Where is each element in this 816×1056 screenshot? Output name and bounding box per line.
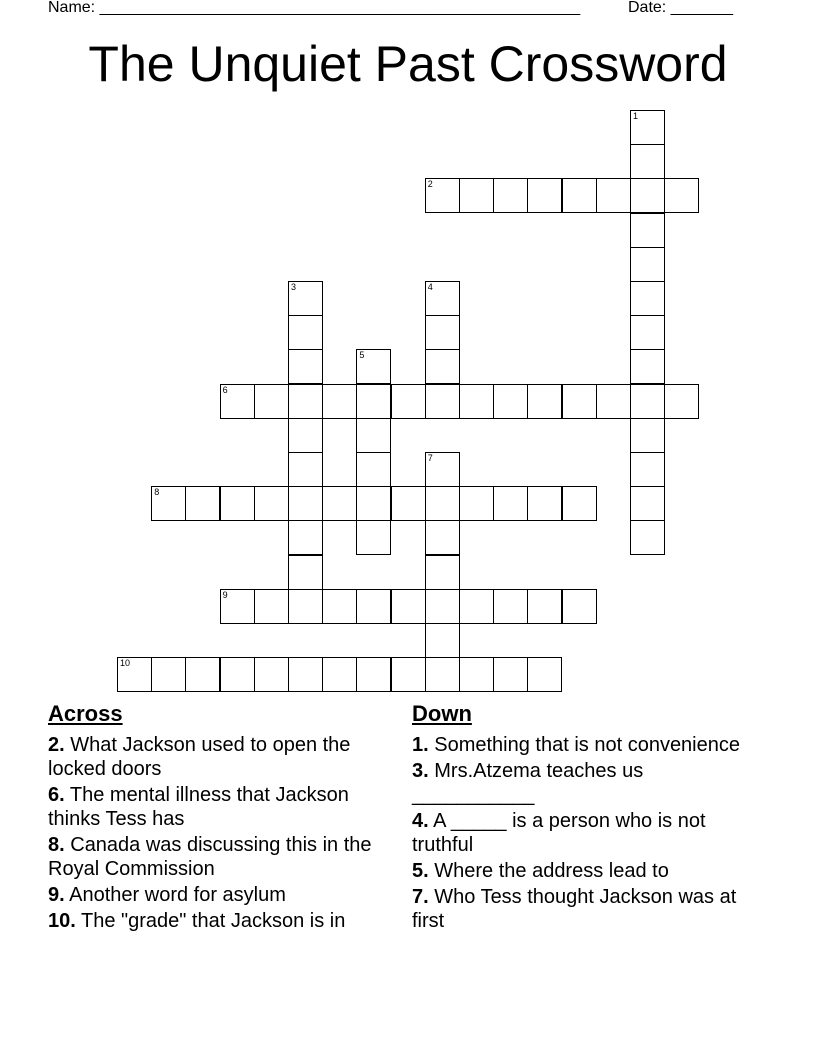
grid-cell[interactable]: [151, 657, 186, 692]
grid-cell[interactable]: [288, 657, 323, 692]
clue-text: Something that is not convenience: [428, 734, 740, 756]
grid-cell[interactable]: [391, 384, 426, 419]
grid-cell[interactable]: [425, 520, 460, 555]
grid-cell[interactable]: [425, 349, 460, 384]
clue-number-label: 2: [427, 179, 433, 190]
grid-cell[interactable]: [562, 178, 597, 213]
grid-cell[interactable]: [630, 213, 665, 248]
grid-cell[interactable]: [356, 589, 391, 624]
clue-text: Canada was discussing this in the Royal Commission: [48, 834, 372, 880]
grid-cell[interactable]: [356, 418, 391, 453]
clue-number-label: 9: [222, 589, 228, 600]
grid-cell[interactable]: [596, 384, 631, 419]
clue-down-7: [412, 885, 752, 933]
grid-cell[interactable]: [459, 589, 494, 624]
clue-number: 7.: [412, 886, 429, 908]
across-heading: Across: [48, 701, 123, 726]
grid-cell[interactable]: [527, 486, 562, 521]
grid-cell[interactable]: [459, 486, 494, 521]
grid-cell[interactable]: [288, 349, 323, 384]
grid-cell[interactable]: [664, 178, 699, 213]
grid-cell[interactable]: [493, 178, 528, 213]
grid-cell[interactable]: [117, 657, 152, 692]
grid-cell[interactable]: [288, 384, 323, 419]
date-blank: _______: [670, 0, 733, 16]
grid-cell[interactable]: [630, 178, 665, 213]
clue-down-5: [412, 859, 752, 883]
clue-across-6: [48, 783, 388, 831]
across-clues: [48, 700, 388, 935]
grid-cell[interactable]: [185, 486, 220, 521]
grid-cell[interactable]: [288, 486, 323, 521]
clue-number: 1.: [412, 734, 429, 756]
clue-number-label: 1: [633, 111, 639, 121]
clue-text: The "grade" that Jackson is in: [75, 910, 346, 932]
grid-cell[interactable]: [220, 384, 255, 419]
clue-text: Where the address lead to: [428, 860, 669, 882]
clue-number: 4.: [412, 810, 429, 832]
clue-text: Mrs.Atzema teaches us ___________: [412, 760, 644, 806]
grid-cell[interactable]: [288, 281, 323, 316]
clue-text: Another word for asylum: [64, 884, 286, 906]
grid-cell[interactable]: [493, 657, 528, 692]
grid-cell[interactable]: [630, 281, 665, 316]
clue-across-2: [48, 733, 388, 781]
grid-cell[interactable]: [493, 486, 528, 521]
clue-number-label: 5: [359, 350, 365, 361]
grid-cell[interactable]: [425, 178, 460, 213]
grid-cell[interactable]: [356, 349, 391, 384]
grid-cell[interactable]: [288, 418, 323, 453]
clue-text: What Jackson used to open the locked doors: [48, 734, 351, 780]
grid-cell[interactable]: [425, 281, 460, 316]
grid-cell[interactable]: [356, 657, 391, 692]
grid-cell[interactable]: [527, 589, 562, 624]
grid-cell[interactable]: [425, 486, 460, 521]
grid-cell[interactable]: [220, 657, 255, 692]
grid-cell[interactable]: [254, 486, 289, 521]
grid-cell[interactable]: [562, 589, 597, 624]
grid-cell[interactable]: [322, 589, 357, 624]
grid-cell[interactable]: [254, 589, 289, 624]
grid-cell[interactable]: [562, 486, 597, 521]
grid-cell[interactable]: [425, 623, 460, 658]
clue-number: 9.: [48, 884, 65, 906]
grid-cell[interactable]: [630, 384, 665, 419]
grid-cell[interactable]: [220, 486, 255, 521]
name-label: Name:: [48, 0, 96, 16]
grid-cell[interactable]: [493, 589, 528, 624]
clue-across-8: [48, 833, 388, 881]
grid-cell[interactable]: [425, 589, 460, 624]
clue-number-label: 4: [427, 282, 433, 292]
grid-cell[interactable]: [288, 555, 323, 590]
clue-down-4: [412, 809, 752, 857]
clue-down-3: [412, 759, 752, 807]
grid-cell[interactable]: [151, 486, 186, 521]
grid-cell[interactable]: [630, 486, 665, 521]
grid-cell[interactable]: [562, 384, 597, 419]
grid-cell[interactable]: [527, 384, 562, 419]
grid-cell[interactable]: [664, 384, 699, 419]
grid-cell[interactable]: [356, 486, 391, 521]
clue-text: Who Tess thought Jackson was at first: [412, 886, 737, 932]
clue-number: 3.: [412, 760, 429, 782]
clue-number-label: 3: [291, 282, 297, 292]
grid-cell[interactable]: [356, 452, 391, 487]
grid-cell[interactable]: [630, 315, 665, 350]
clue-number: 10.: [48, 910, 76, 932]
grid-cell[interactable]: [425, 315, 460, 350]
grid-cell[interactable]: [425, 384, 460, 419]
grid-cell[interactable]: [356, 520, 391, 555]
grid-cell[interactable]: [288, 520, 323, 555]
clue-number: 2.: [48, 734, 65, 756]
clue-text: A _____ is a person who is not truthful: [412, 810, 706, 856]
date-label: Date:: [628, 0, 667, 16]
grid-cell[interactable]: [630, 144, 665, 179]
clue-across-9: [48, 883, 388, 907]
grid-cell[interactable]: [630, 110, 665, 145]
page-title: The Unquiet Past Crossword: [88, 36, 728, 92]
grid-cell[interactable]: [356, 384, 391, 419]
grid-cell[interactable]: [459, 657, 494, 692]
grid-cell[interactable]: [596, 178, 631, 213]
clue-number: 6.: [48, 784, 65, 806]
down-clues: [412, 700, 752, 935]
grid-cell[interactable]: [527, 178, 562, 213]
grid-cell[interactable]: [288, 452, 323, 487]
grid-cell[interactable]: [630, 349, 665, 384]
clue-text: The mental illness that Jackson thinks Tess has: [48, 784, 349, 830]
grid-cell[interactable]: [322, 384, 357, 419]
grid-cell[interactable]: [425, 657, 460, 692]
grid-cell[interactable]: [391, 486, 426, 521]
clue-number: 8.: [48, 834, 65, 856]
grid-cell[interactable]: [459, 178, 494, 213]
grid-cell[interactable]: [425, 555, 460, 590]
grid-cell[interactable]: [459, 384, 494, 419]
grid-cell[interactable]: [391, 589, 426, 624]
grid-cell[interactable]: [322, 657, 357, 692]
grid-cell[interactable]: [527, 657, 562, 692]
down-heading: Down: [412, 701, 472, 726]
grid-cell[interactable]: [630, 520, 665, 555]
name-blank: ______________________________________________________: [99, 0, 581, 16]
clue-number-label: 7: [427, 453, 433, 463]
grid-cell[interactable]: [630, 452, 665, 487]
grid-cell[interactable]: [254, 384, 289, 419]
clue-number-label: 6: [222, 384, 228, 395]
grid-cell[interactable]: [322, 486, 357, 521]
grid-cell[interactable]: [254, 657, 289, 692]
grid-cell[interactable]: [185, 657, 220, 692]
grid-cell[interactable]: [630, 247, 665, 282]
clue-number-label: 10: [120, 658, 131, 669]
grid-cell[interactable]: [493, 384, 528, 419]
grid-cell[interactable]: [288, 315, 323, 350]
clue-down-1: [412, 733, 752, 757]
grid-cell[interactable]: [391, 657, 426, 692]
clue-across-10: [48, 909, 388, 933]
clue-number-label: 8: [154, 487, 160, 498]
grid-cell[interactable]: [220, 589, 255, 624]
grid-cell[interactable]: [630, 418, 665, 453]
grid-cell[interactable]: [425, 452, 460, 487]
clue-number: 5.: [412, 860, 429, 882]
grid-cell[interactable]: [288, 589, 323, 624]
